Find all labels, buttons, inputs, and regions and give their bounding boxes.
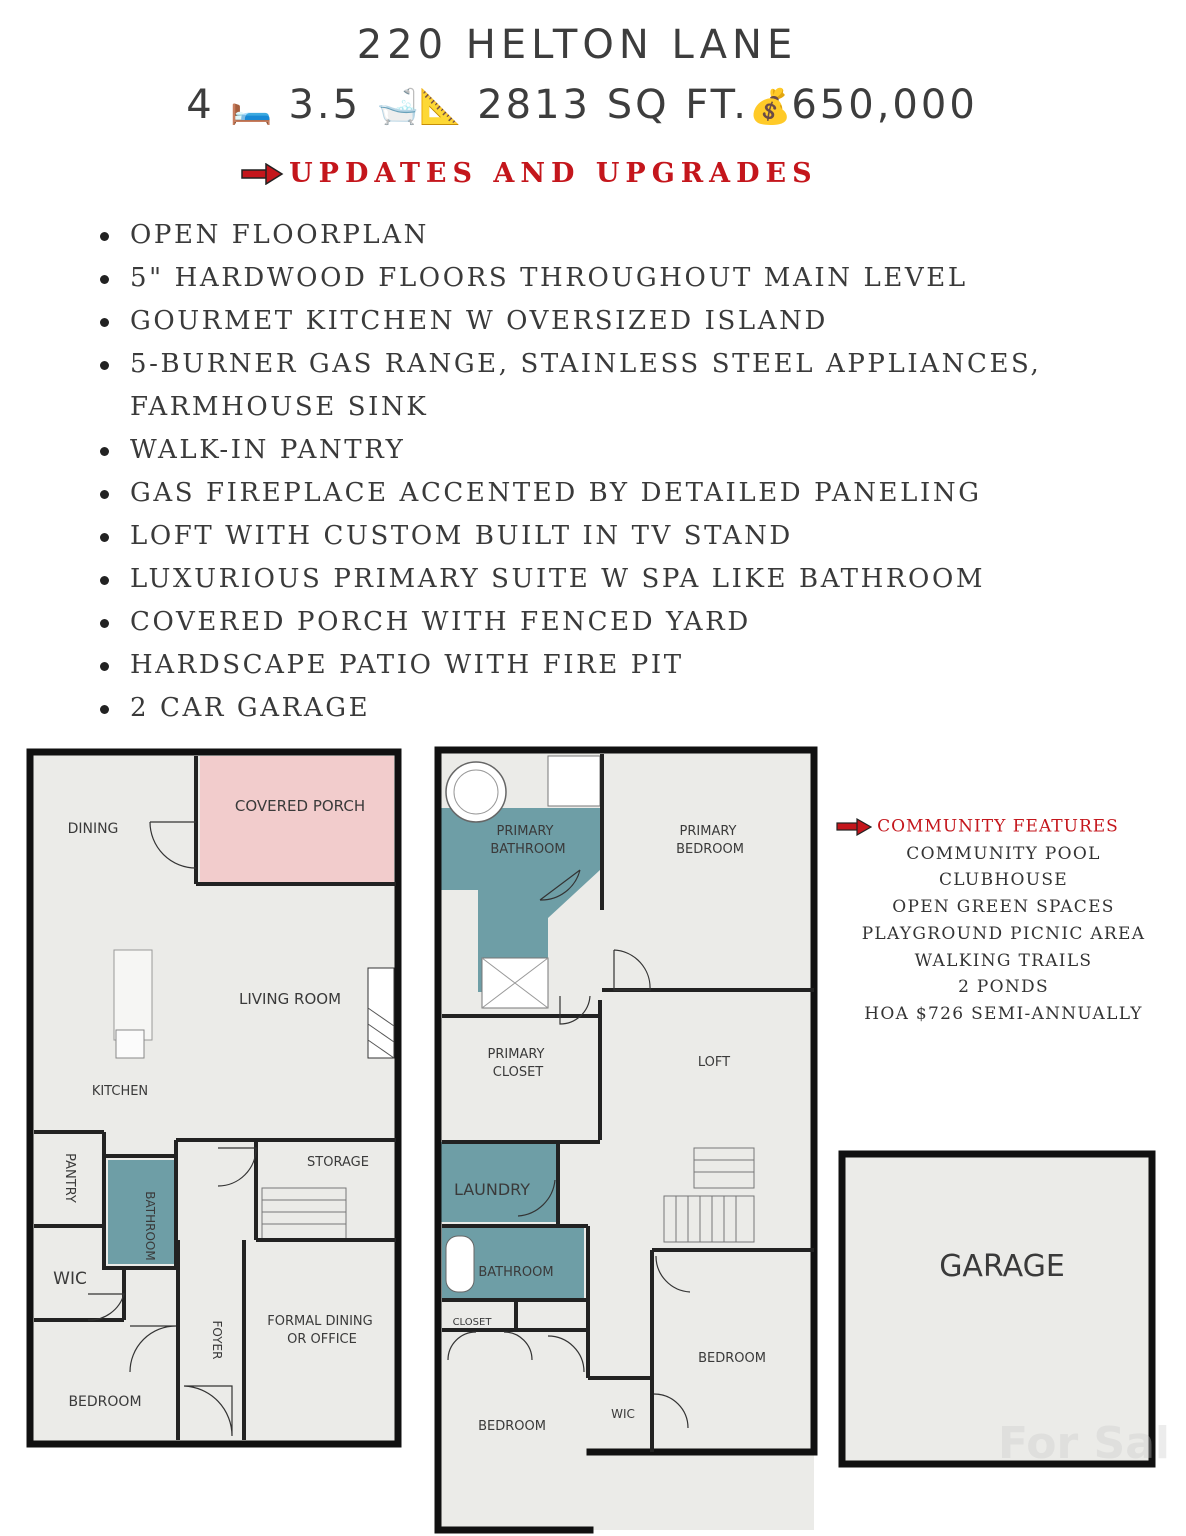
price: 650,000 [791, 82, 978, 128]
upper-wic-label: WIC [611, 1407, 635, 1421]
formal-dining-label-line2: OR OFFICE [287, 1332, 357, 1347]
primary-bathroom-label-line1: PRIMARY [496, 824, 554, 839]
primary-closet-label-line1: PRIMARY [487, 1047, 545, 1062]
list-item: HARDSCAPE PATIO WITH FIRE PIT [100, 644, 1041, 687]
list-item: GOURMET KITCHEN W OVERSIZED ISLAND [100, 300, 1041, 343]
upper-floor-plan [438, 750, 814, 1532]
list-item: WALK-IN PANTRY [100, 429, 1041, 472]
list-item: 5-BURNER GAS RANGE, STAINLESS STEEL APPLIANCES, [100, 343, 1041, 386]
list-item: COVERED PORCH WITH FENCED YARD [100, 601, 1041, 644]
list-item: PLAYGROUND PICNIC AREA [861, 923, 1146, 944]
list-item: OPEN GREEN SPACES [892, 897, 1115, 918]
list-item: 5" HARDWOOD FLOORS THROUGHOUT MAIN LEVEL [100, 257, 1041, 300]
primary-bathroom-label-line2: BATHROOM [490, 842, 566, 857]
list-item-continuation: FARMHOUSE SINK [130, 392, 429, 422]
primary-closet-label-line2: CLOSET [492, 1065, 544, 1080]
bed-icon: 🛏️ [230, 87, 273, 127]
main-bathroom-label: BATHROOM [143, 1191, 157, 1261]
covered-porch-label: COVERED PORCH [234, 797, 366, 815]
main-wic-label: WIC [53, 1269, 87, 1289]
list-item: LOFT WITH CUSTOM BUILT IN TV STAND [100, 515, 1041, 558]
red-arrow-icon [836, 818, 872, 836]
primary-bedroom-label-line2: BEDROOM [676, 842, 744, 857]
storage-label: STORAGE [307, 1155, 369, 1170]
upper-bedroom-left-label: BEDROOM [478, 1419, 546, 1434]
list-item: OPEN FLOORPLAN [100, 214, 1041, 257]
beds-count: 4 [186, 82, 215, 128]
formal-dining-label-line1: FORMAL DINING [267, 1314, 373, 1329]
community-features [836, 816, 1166, 1028]
closet-label: CLOSET [452, 1317, 492, 1328]
foyer-label: FOYER [210, 1320, 224, 1360]
kitchen-label: KITCHEN [91, 1084, 149, 1099]
community-features-label: COMMUNITY FEATURES [877, 816, 1119, 837]
living-room-label: LIVING ROOM [238, 990, 342, 1008]
garage-label: GARAGE [939, 1249, 1065, 1284]
list-item: LUXURIOUS PRIMARY SUITE W SPA LIKE BATHROOM [100, 558, 1041, 601]
list-item: 2 CAR GARAGE [100, 687, 1041, 730]
main-bedroom-label: BEDROOM [68, 1394, 142, 1410]
money-bag-icon: 💰 [749, 87, 792, 127]
laundry-label: LAUNDRY [453, 1180, 531, 1199]
listing-address: 220 HELTON LANE [356, 22, 798, 68]
list-item: 2 PONDS [958, 977, 1049, 998]
community-features-list [836, 841, 1166, 1029]
main-bathroom-area [108, 1160, 174, 1264]
watermark: For Sal [998, 1418, 1170, 1469]
list-item: GAS FIREPLACE ACCENTED BY DETAILED PANELING [100, 472, 1041, 515]
list-item: CLUBHOUSE [938, 870, 1069, 891]
upper-bedroom-right-label: BEDROOM [698, 1351, 766, 1366]
pantry-label: PANTRY [62, 1153, 77, 1203]
list-item: WALKING TRAILS [914, 950, 1093, 971]
main-floor-plan [30, 752, 398, 1444]
bathtub-icon: 🛁 [376, 87, 420, 127]
list-item: HOA $726 SEMI-ANNUALLY [864, 1004, 1143, 1025]
triangle-ruler-icon: 📐 [419, 87, 462, 127]
list-item: COMMUNITY POOL [906, 843, 1101, 864]
loft-label: LOFT [697, 1055, 731, 1070]
updates-label: UPDATES AND UPGRADES [289, 158, 818, 189]
community-features-heading [836, 816, 1166, 837]
covered-porch-area [200, 756, 394, 882]
baths-count: 3.5 [288, 82, 362, 128]
dining-label: DINING [67, 821, 119, 837]
upper-bathroom-label: BATHROOM [478, 1265, 554, 1280]
primary-bedroom-label-line1: PRIMARY [679, 824, 737, 839]
square-footage: 2813 SQ FT. [477, 82, 750, 128]
